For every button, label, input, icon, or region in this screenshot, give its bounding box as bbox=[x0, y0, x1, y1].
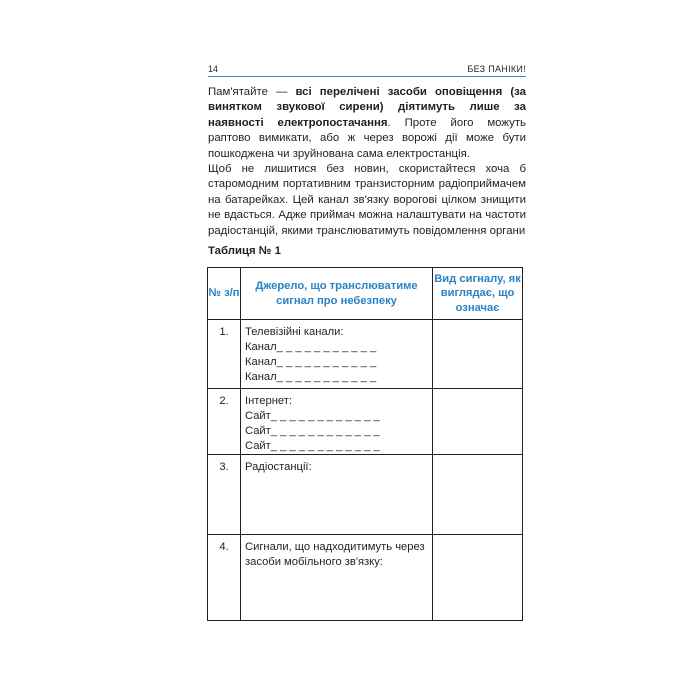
header-signal bbox=[433, 268, 523, 320]
header-source-label: Джерело, що транслюватиме сигнал про небезпеку bbox=[255, 280, 418, 307]
table-row bbox=[208, 320, 523, 389]
paragraph-radio: Щоб не лишитися без новин, скористайтеся хоча б старомодним портативним транзисторним радіоприймачем на батарейках. Цей канал зв'язку ворогові цілком знищити не вдасться. Адже приймач можна налаштувати на частоти радіостанцій, якими транслюватимуть повідомлення органи bbox=[208, 163, 526, 237]
row-signal-cell bbox=[433, 535, 523, 621]
paragraph-warning bbox=[208, 85, 526, 162]
signals-table bbox=[207, 267, 523, 621]
header-signal-label: Вид сигналу, як виглядає, що означає bbox=[434, 272, 521, 314]
header-source bbox=[241, 268, 433, 320]
fill-line: Канал_ _ _ _ _ _ _ _ _ _ _ bbox=[245, 356, 377, 368]
row-number: 1. bbox=[208, 320, 241, 389]
book-title: БЕЗ ПАНІКИ! bbox=[467, 64, 526, 74]
paragraph-warning-bold: всі перелічені засоби оповіщення (за винятком звукової сирени) діятимуть лише за наявності електропостачання bbox=[208, 86, 526, 129]
header-number-label: № з/п bbox=[208, 287, 240, 300]
row-source bbox=[241, 320, 433, 389]
row-number: 2. bbox=[208, 389, 241, 455]
row-source-title: Сигнали, що надходитимуть через засоби мобільного зв'язку: bbox=[245, 541, 425, 568]
row-source bbox=[241, 455, 433, 535]
row-signal-cell bbox=[433, 320, 523, 389]
row-signal-cell bbox=[433, 389, 523, 455]
row-signal-cell bbox=[433, 455, 523, 535]
header-number bbox=[208, 268, 241, 320]
fill-line: Канал_ _ _ _ _ _ _ _ _ _ _ bbox=[245, 371, 377, 383]
table-row bbox=[208, 389, 523, 455]
row-number: 3. bbox=[208, 455, 241, 535]
table-caption: Таблиця № 1 bbox=[208, 245, 282, 257]
row-source bbox=[241, 389, 433, 455]
fill-line: Сайт_ _ _ _ _ _ _ _ _ _ _ _ bbox=[245, 410, 380, 422]
page-number: 14 bbox=[208, 64, 219, 74]
row-source bbox=[241, 535, 433, 621]
row-source-title: Інтернет: bbox=[245, 395, 292, 407]
fill-line: Сайт_ _ _ _ _ _ _ _ _ _ _ _ bbox=[245, 425, 380, 437]
table-row bbox=[208, 535, 523, 621]
row-source-title: Телевізійні канали: bbox=[245, 326, 344, 338]
paragraph-warning-end: . Проте його можуть раптово вимикати, або ж через ворожі дії може бути пошкоджена чи зруйнована сама електростанція. bbox=[208, 116, 526, 160]
table-header-row bbox=[208, 268, 523, 320]
fill-line: Канал_ _ _ _ _ _ _ _ _ _ _ bbox=[245, 341, 377, 353]
running-header bbox=[208, 63, 526, 77]
fill-line: Сайт_ _ _ _ _ _ _ _ _ _ _ _ bbox=[245, 440, 380, 452]
row-number: 4. bbox=[208, 535, 241, 621]
row-source-title: Радіостанції: bbox=[245, 461, 312, 473]
header-divider bbox=[208, 76, 526, 77]
body-text bbox=[208, 85, 526, 239]
paragraph-warning-start: Пам'ятайте — bbox=[208, 86, 296, 98]
table-row bbox=[208, 455, 523, 535]
